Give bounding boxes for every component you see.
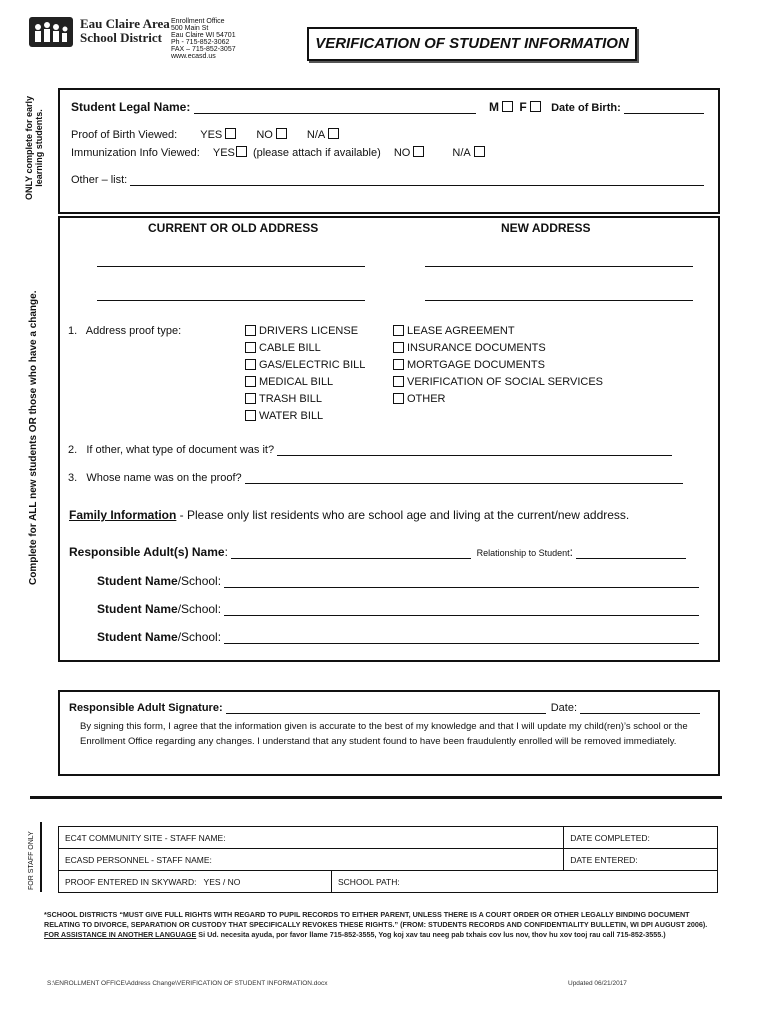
- proof-option[interactable]: [390, 322, 603, 339]
- table-row: [59, 827, 718, 849]
- proof-options-left: [242, 322, 365, 424]
- dob-field[interactable]: [624, 103, 704, 114]
- dob-label: Date of Birth:: [551, 102, 621, 114]
- checkbox[interactable]: [393, 359, 404, 370]
- immun-na-label: N/A: [452, 147, 471, 159]
- family-info-row: [69, 508, 629, 522]
- female-checkbox[interactable]: [530, 101, 541, 112]
- relationship-field[interactable]: [576, 548, 686, 559]
- immun-yes-label: YES: [212, 147, 235, 159]
- student-field[interactable]: [224, 605, 699, 616]
- proof-option[interactable]: [242, 339, 365, 356]
- ecasd-staff-cell[interactable]: ECASD PERSONNEL - STAFF NAME:: [59, 849, 564, 871]
- birth-yes-checkbox[interactable]: [225, 128, 236, 139]
- option-label: DRIVERS LICENSE: [259, 324, 359, 337]
- family-info-title: Family Information: [69, 508, 177, 522]
- family-info-desc: - Please only list residents who are school age and living at the current/new address.: [176, 508, 630, 522]
- signature-field[interactable]: [226, 703, 546, 714]
- address-side-label: Complete for ALL new students OR those who have a change.: [28, 290, 39, 585]
- student-name-label: Student Name: [97, 602, 178, 616]
- female-label: F: [519, 100, 527, 114]
- male-label: M: [489, 100, 500, 114]
- option-label: MEDICAL BILL: [259, 375, 334, 388]
- legal-name-row: [71, 100, 704, 114]
- language-assistance-label: FOR ASSISTANCE IN ANOTHER LANGUAGE: [44, 930, 197, 939]
- responsible-adult-label: Responsible Adult(s) Name: [69, 545, 225, 559]
- legal-notice: [44, 910, 720, 940]
- staff-divider: [30, 796, 722, 799]
- address-proof-question: 1. Address proof type:: [68, 325, 182, 337]
- proof-option[interactable]: [242, 356, 365, 373]
- signature-date-field[interactable]: [580, 703, 700, 714]
- table-row: [59, 871, 718, 893]
- checkbox[interactable]: [393, 342, 404, 353]
- proof-name-row: [68, 472, 683, 484]
- checkbox[interactable]: [245, 325, 256, 336]
- birth-na-label: N/A: [306, 129, 326, 141]
- proof-option[interactable]: [242, 322, 365, 339]
- birth-proof-row: [71, 128, 342, 141]
- signature-row: [69, 702, 700, 714]
- date-completed-cell[interactable]: DATE COMPLETED:: [564, 827, 718, 849]
- office-line: Enrollment Office: [171, 18, 225, 25]
- other-list-field[interactable]: [130, 175, 704, 186]
- district-name-line1: Eau Claire Area: [80, 16, 170, 31]
- option-label: GAS/ELECTRIC BILL: [259, 358, 366, 371]
- current-address-line[interactable]: [97, 266, 365, 267]
- office-line: Ph - 715-852-3062: [171, 39, 230, 46]
- current-address-line[interactable]: [97, 300, 365, 301]
- office-line: 500 Main St: [171, 25, 209, 32]
- legal-text: *SCHOOL DISTRICTS “MUST GIVE FULL RIGHTS WITH REGARD TO PUPIL RECORDS TO EITHER PARENT, UNLESS THERE IS A COURT ORDER OR OTHER LEGALLY BINDING DOCUMENT RELATING TO DIVORCE, SEPARATION OR CUSTODY THAT SPECIFICALLY REVOKES THESE RIGHTS.” (FROM: STUDENTS RECORDS AND CONFIDENTIALITY BULLETIN, WI DPI AUGUST 2006).: [44, 910, 708, 929]
- immun-no-label: NO: [393, 147, 411, 159]
- birth-na-checkbox[interactable]: [328, 128, 339, 139]
- school-label: /School:: [177, 630, 222, 644]
- proof-option[interactable]: [242, 407, 365, 424]
- student-row: [97, 602, 699, 616]
- date-entered-cell[interactable]: DATE ENTERED:: [564, 849, 718, 871]
- proof-option[interactable]: [390, 373, 603, 390]
- office-info: [171, 18, 236, 60]
- proof-option[interactable]: [390, 356, 603, 373]
- new-address-header: NEW ADDRESS: [501, 221, 591, 235]
- school-label: /School:: [177, 574, 222, 588]
- proof-name-field[interactable]: [245, 473, 683, 484]
- school-label: /School:: [177, 602, 222, 616]
- immun-yes-checkbox[interactable]: [236, 146, 247, 157]
- birth-no-label: NO: [256, 129, 273, 141]
- staff-side-label: FOR STAFF ONLY: [28, 831, 35, 890]
- address-section: [58, 216, 720, 662]
- checkbox[interactable]: [393, 376, 404, 387]
- checkbox[interactable]: [245, 376, 256, 387]
- immun-no-checkbox[interactable]: [413, 146, 424, 157]
- other-document-field[interactable]: [277, 445, 672, 456]
- immunization-label: Immunization Info Viewed:: [71, 147, 200, 159]
- option-label: TRASH BILL: [259, 392, 322, 405]
- logo-icon: [29, 17, 73, 47]
- district-logo: [29, 17, 73, 47]
- immun-note: (please attach if available): [252, 147, 381, 159]
- signature-label: Responsible Adult Signature:: [69, 702, 223, 714]
- student-field[interactable]: [224, 633, 699, 644]
- proof-options-right: [390, 322, 603, 407]
- legal-name-label: Student Legal Name:: [71, 100, 191, 114]
- signature-statement: By signing this form, I agree that the information given is accurate to the best of my knowledge and that I will update my child(ren)’s school or the Enrollment Office regarding any changes. I understand that any student found to have been fraudulently enrolled will be removed immediately.: [80, 721, 688, 747]
- birth-no-checkbox[interactable]: [276, 128, 287, 139]
- proof-option[interactable]: [390, 339, 603, 356]
- student-field[interactable]: [224, 577, 699, 588]
- updated-date: Updated 06/21/2017: [568, 980, 627, 987]
- proof-option[interactable]: [242, 390, 365, 407]
- checkbox[interactable]: [245, 342, 256, 353]
- proof-name-label: 3. Whose name was on the proof?: [68, 472, 242, 484]
- student-name-label: Student Name: [97, 574, 178, 588]
- option-label: WATER BILL: [259, 409, 324, 422]
- immunization-row: [71, 146, 488, 159]
- other-document-row: [68, 444, 672, 456]
- birth-proof-label: Proof of Birth Viewed:: [71, 129, 178, 141]
- male-checkbox[interactable]: [502, 101, 513, 112]
- other-list-label: Other – list:: [71, 174, 128, 186]
- checkbox[interactable]: [245, 393, 256, 404]
- district-name-line2: School District: [80, 30, 162, 45]
- proof-entered-cell[interactable]: [59, 871, 332, 893]
- language-assistance-text: Si Ud. necesita ayuda, por favor llame 715-852-3555, Yog koj xav tau neeg pab txhais cov lus nov, thov hu xov tooj rau call 715-852-3555.): [196, 930, 666, 939]
- responsible-adult-field[interactable]: [231, 548, 471, 559]
- student-row: [97, 630, 699, 644]
- other-document-label: 2. If other, what type of document was it?: [68, 444, 275, 456]
- form-title: VERIFICATION OF STUDENT INFORMATION: [307, 27, 637, 61]
- relationship-label: Relationship to Student: [476, 548, 570, 558]
- office-line: Eau Claire WI 54701: [171, 32, 236, 39]
- new-address-line[interactable]: [425, 300, 693, 301]
- option-label: VERIFICATION OF SOCIAL SERVICES: [407, 375, 604, 388]
- checkbox[interactable]: [393, 393, 404, 404]
- option-label: MORTGAGE DOCUMENTS: [407, 358, 545, 371]
- proof-entered-label: PROOF ENTERED IN SKYWARD:: [65, 876, 197, 887]
- early-learning-side-label: ONLY complete for early learning students.: [24, 95, 44, 201]
- legal-name-field[interactable]: [194, 103, 476, 114]
- office-line: www.ecasd.us: [171, 53, 216, 60]
- ec4t-staff-cell[interactable]: EC4T COMMUNITY SITE - STAFF NAME:: [59, 827, 564, 849]
- option-label: OTHER: [407, 392, 446, 405]
- option-label: INSURANCE DOCUMENTS: [407, 341, 546, 354]
- proof-option[interactable]: [390, 390, 603, 407]
- yes-no-label: YES / NO: [203, 876, 241, 887]
- checkbox[interactable]: [245, 359, 256, 370]
- staff-table: [58, 826, 718, 893]
- proof-option[interactable]: [242, 373, 365, 390]
- other-list-row: [71, 174, 704, 186]
- option-label: CABLE BILL: [259, 341, 321, 354]
- school-path-cell[interactable]: SCHOOL PATH:: [332, 871, 718, 893]
- student-row: [97, 574, 699, 588]
- checkbox[interactable]: [245, 410, 256, 421]
- birth-yes-label: YES: [200, 129, 223, 141]
- signature-date-label: Date:: [550, 702, 578, 714]
- district-name: [80, 17, 170, 45]
- immun-na-checkbox[interactable]: [474, 146, 485, 157]
- file-path: S:\ENROLLMENT OFFICE\Address Change\VERIFICATION OF STUDENT INFORMATION.docx: [47, 980, 328, 987]
- option-label: LEASE AGREEMENT: [407, 324, 515, 337]
- current-address-header: CURRENT OR OLD ADDRESS: [148, 221, 319, 235]
- checkbox[interactable]: [393, 325, 404, 336]
- new-address-line[interactable]: [425, 266, 693, 267]
- office-line: FAX – 715-852-3057: [171, 46, 236, 53]
- responsible-adult-row: Responsible Adult(s) Name: Relationship to Student:: [69, 545, 686, 559]
- staff-left-bar: [40, 822, 42, 892]
- student-name-label: Student Name: [97, 630, 178, 644]
- table-row: [59, 849, 718, 871]
